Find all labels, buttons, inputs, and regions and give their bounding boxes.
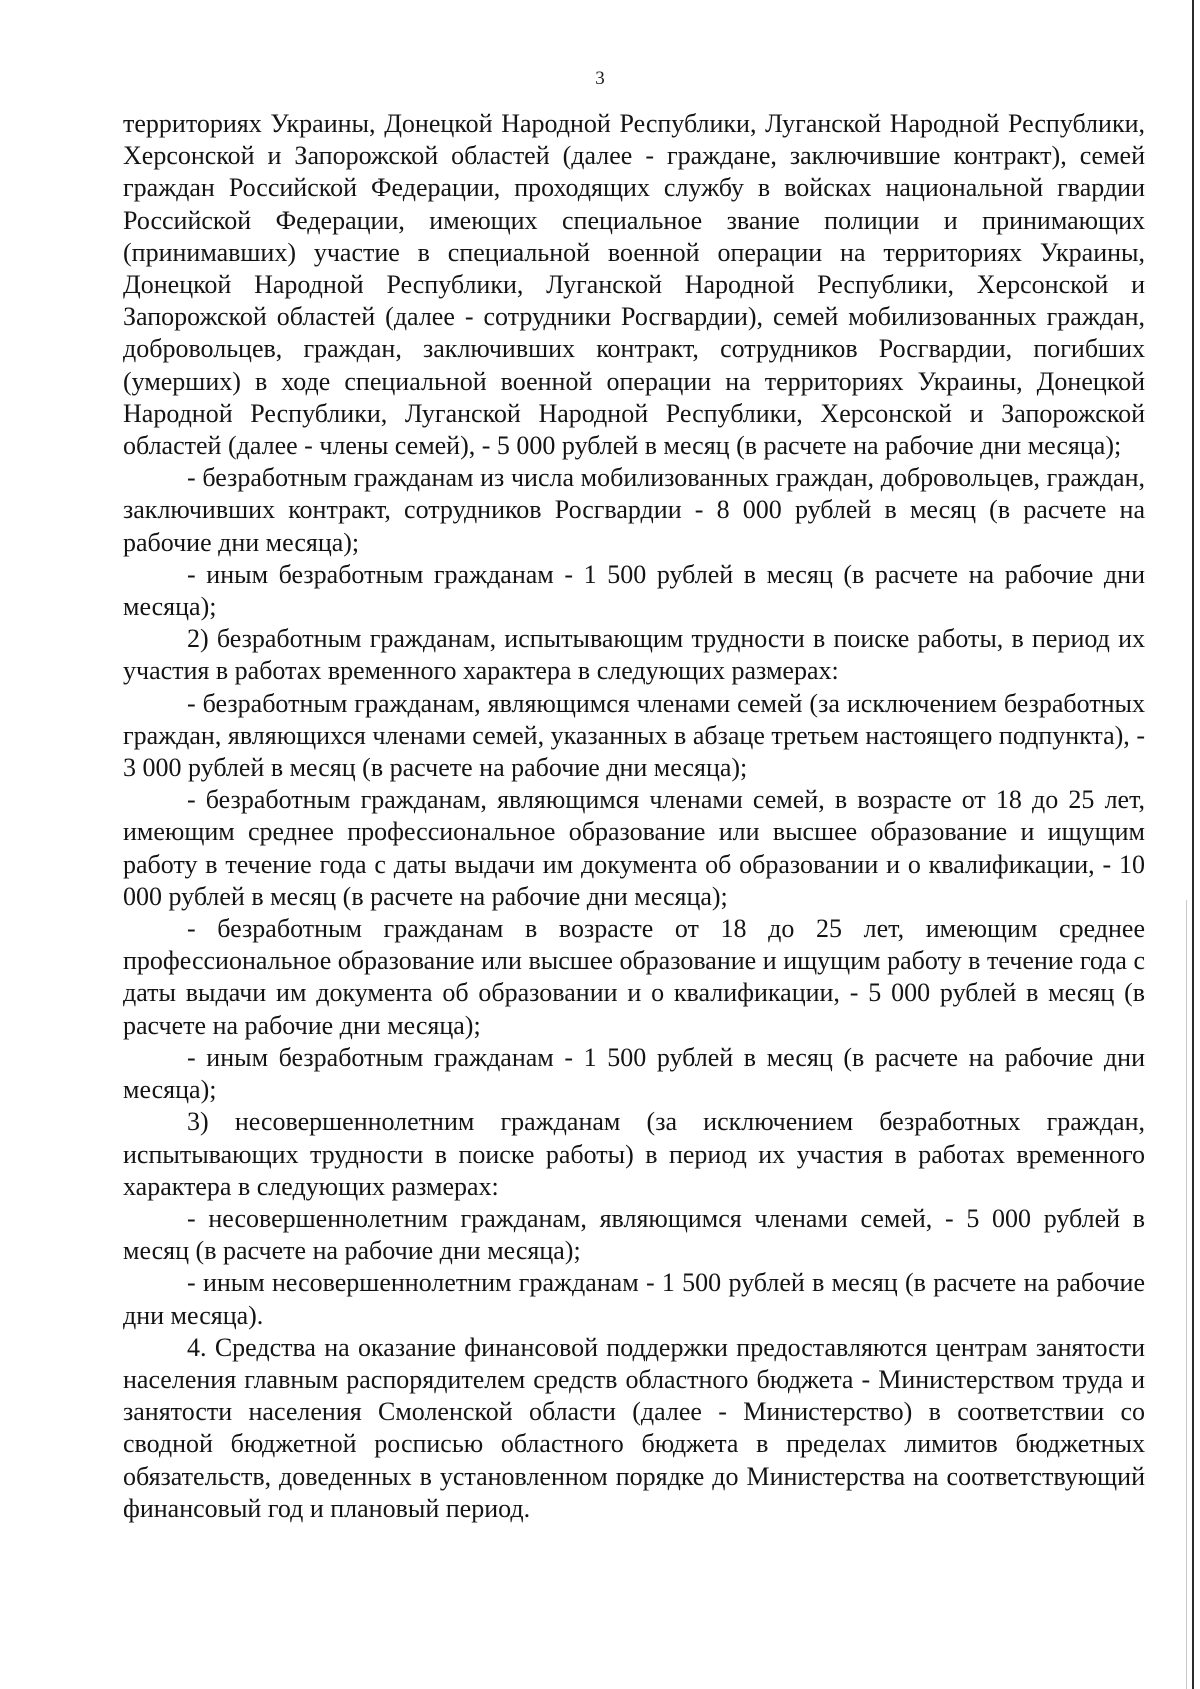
- paragraph-point-4: 4. Средства на оказание финансовой поддержки предоставляются центрам занятости населения главным распорядителем средств областного бюджета - Министерством труда и занятости населения Смоленской области (далее - Министерство) в соответствии со сводной бюджетной росписью областного бюджета в пределах лимитов бюджетных обязательств, доведенных в установленном порядке до Министерства на соответствующий финансовый год и плановый период.: [123, 1332, 1145, 1523]
- paragraph-item: - безработным гражданам в возрасте от 18 до 25 лет, имеющим среднее профессиональное образование или высшее образование и ищущим работу в течение года с даты выдачи им документа об образовании и о квалификации, - 5 000 рублей в месяц (в расчете на рабочие дни месяца);: [123, 914, 1145, 1040]
- scan-edge-shadow: [1186, 900, 1187, 1689]
- paragraph-item: - безработным гражданам, являющимся членами семей (за исключением безработных граждан, являющихся членами семей, указанных в абзаце третьем настоящего подпункта), - 3 000 рублей в месяц (в расчете на рабочие дни месяца);: [123, 688, 1145, 783]
- page-number: 3: [595, 68, 605, 89]
- paragraph-item: - безработным гражданам из числа мобилизованных граждан, добровольцев, граждан, заключивших контракт, сотрудников Росгвардии - 8 000 рублей в месяц (в расчете на рабочие дни месяца);: [123, 463, 1145, 557]
- paragraph-item: - несовершеннолетним гражданам, являющимся членами семей, - 5 000 рублей в месяц (в расчете на рабочие дни месяца);: [123, 1203, 1145, 1266]
- paragraph-subpoint-3: 3) несовершеннолетним гражданам (за исключением безработных граждан, испытывающих трудности в поиске работы) в период их участия в работах временного характера в следующих размерах:: [123, 1107, 1145, 1201]
- document-body: [123, 108, 1145, 1525]
- paragraph-subpoint-2: 2) безработным гражданам, испытывающим трудности в поиске работы, в период их участия в работах временного характера в следующих размерах:: [123, 624, 1145, 686]
- paragraph-continuation: территориях Украины, Донецкой Народной Республики, Луганской Народной Республики, Херсонской и Запорожской областей (далее - граждане, заключившие контракт), семей граждан Российской Федерации, проходящих службу в войсках национальной гвардии Российской Федерации, имеющих специальное звание полиции и принимающих (принимавших) участие в специальной военной операции на территориях Украины, Донецкой Народной Республики, Луганской Народной Республики, Херсонской и Запорожской областей (далее - сотрудники Росгвардии), семей мобилизованных граждан, добровольцев, граждан, заключивших контракт, сотрудников Росгвардии, погибших (умерших) в ходе специальной военной операции на территориях Украины, Донецкой Народной Республики, Луганской Народной Республики, Херсонской и Запорожской областей (далее - члены семей), - 5 000 рублей в месяц (в расчете на рабочие дни месяца);: [123, 109, 1145, 461]
- paragraph-item: - иным несовершеннолетним гражданам - 1 500 рублей в месяц (в расчете на рабочие дни месяца).: [123, 1268, 1145, 1330]
- paragraph-item: - безработным гражданам, являющимся членами семей, в возрасте от 18 до 25 лет, имеющим среднее профессиональное образование или высшее образование и ищущим работу в течение года с даты выдачи им документа об образовании и о квалификации, - 10 000 рублей в месяц (в расчете на рабочие дни месяца);: [123, 785, 1145, 911]
- scan-edge-line: [1192, 0, 1194, 1689]
- paragraph-item: - иным безработным гражданам - 1 500 рублей в месяц (в расчете на рабочие дни месяца);: [123, 559, 1145, 622]
- paragraph-item: - иным безработным гражданам - 1 500 рублей в месяц (в расчете на рабочие дни месяца);: [123, 1042, 1145, 1105]
